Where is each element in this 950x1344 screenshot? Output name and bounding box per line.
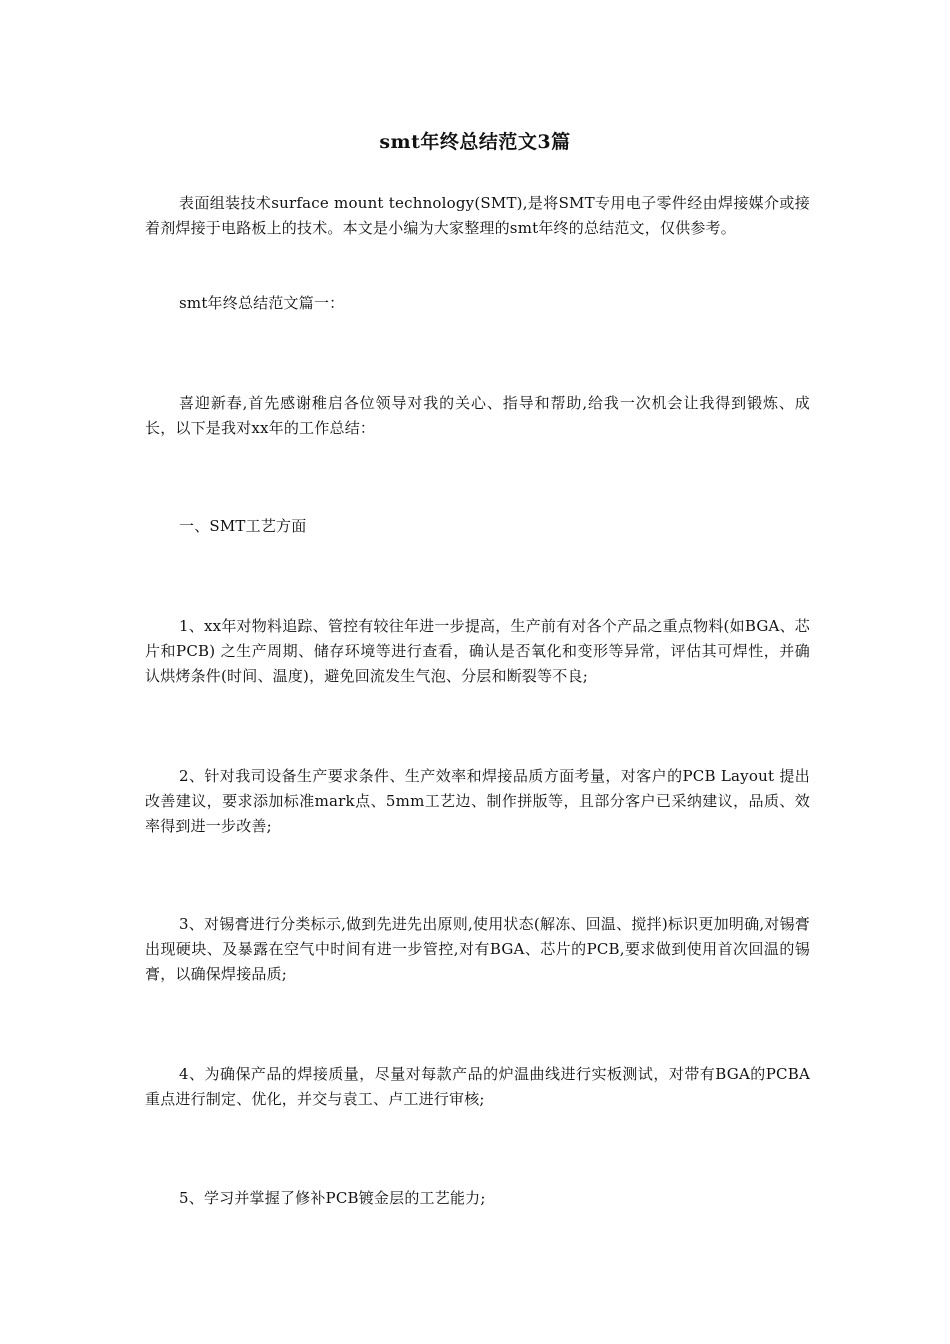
- list-item-3: 3、对锡膏进行分类标示,做到先进先出原则,使用状态(解冻、回温、搅拌)标识更加明确,对锡膏出现硬块、及暴露在空气中时间有进一步管控,对有BGA、芯片的PCB,要求做到使用首次回温的锡膏，以确保焊接品质;: [145, 915, 810, 983]
- greeting-paragraph: 喜迎新春,首先感谢稚启各位领导对我的关心、指导和帮助,给我一次机会让我得到锻炼、成长，以下是我对xx年的工作总结：: [145, 394, 810, 437]
- section-heading-part-one: smt年终总结范文篇一：: [179, 294, 345, 312]
- list-item-1: 1、xx年对物料追踪、管控有较往年进一步提高，生产前有对各个产品之重点物料(如BGA、芯片和PCB) 之生产周期、储存环境等进行查看，确认是否氧化和变形等异常，评估其可焊性，并确认烘烤条件(时间、温度)，避免回流发生气泡、分层和断裂等不良;: [145, 617, 810, 685]
- intro-paragraph: 表面组装技术surface mount technology(SMT),是将SMT专用电子零件经由焊接媒介或接着剂焊接于电路板上的技术。本文是小编为大家整理的smt年终的总结范文，仅供参考。: [145, 194, 810, 237]
- page-title: smt年终总结范文3篇: [379, 131, 571, 153]
- section-heading-smt-process: 一、SMT工艺方面: [179, 517, 307, 535]
- list-item-5: 5、学习并掌握了修补PCB镀金层的工艺能力;: [179, 1189, 486, 1207]
- list-item-4: 4、为确保产品的焊接质量，尽量对每款产品的炉温曲线进行实板测试，对带有BGA的PCBA重点进行制定、优化，并交与袁工、卢工进行审核;: [145, 1065, 810, 1108]
- list-item-2: 2、针对我司设备生产要求条件、生产效率和焊接品质方面考量，对客户的PCB Layout 提出改善建议，要求添加标准mark点、5mm工艺边、制作拼版等，且部分客户已采纳建议，品质、效率得到进一步改善;: [145, 767, 810, 835]
